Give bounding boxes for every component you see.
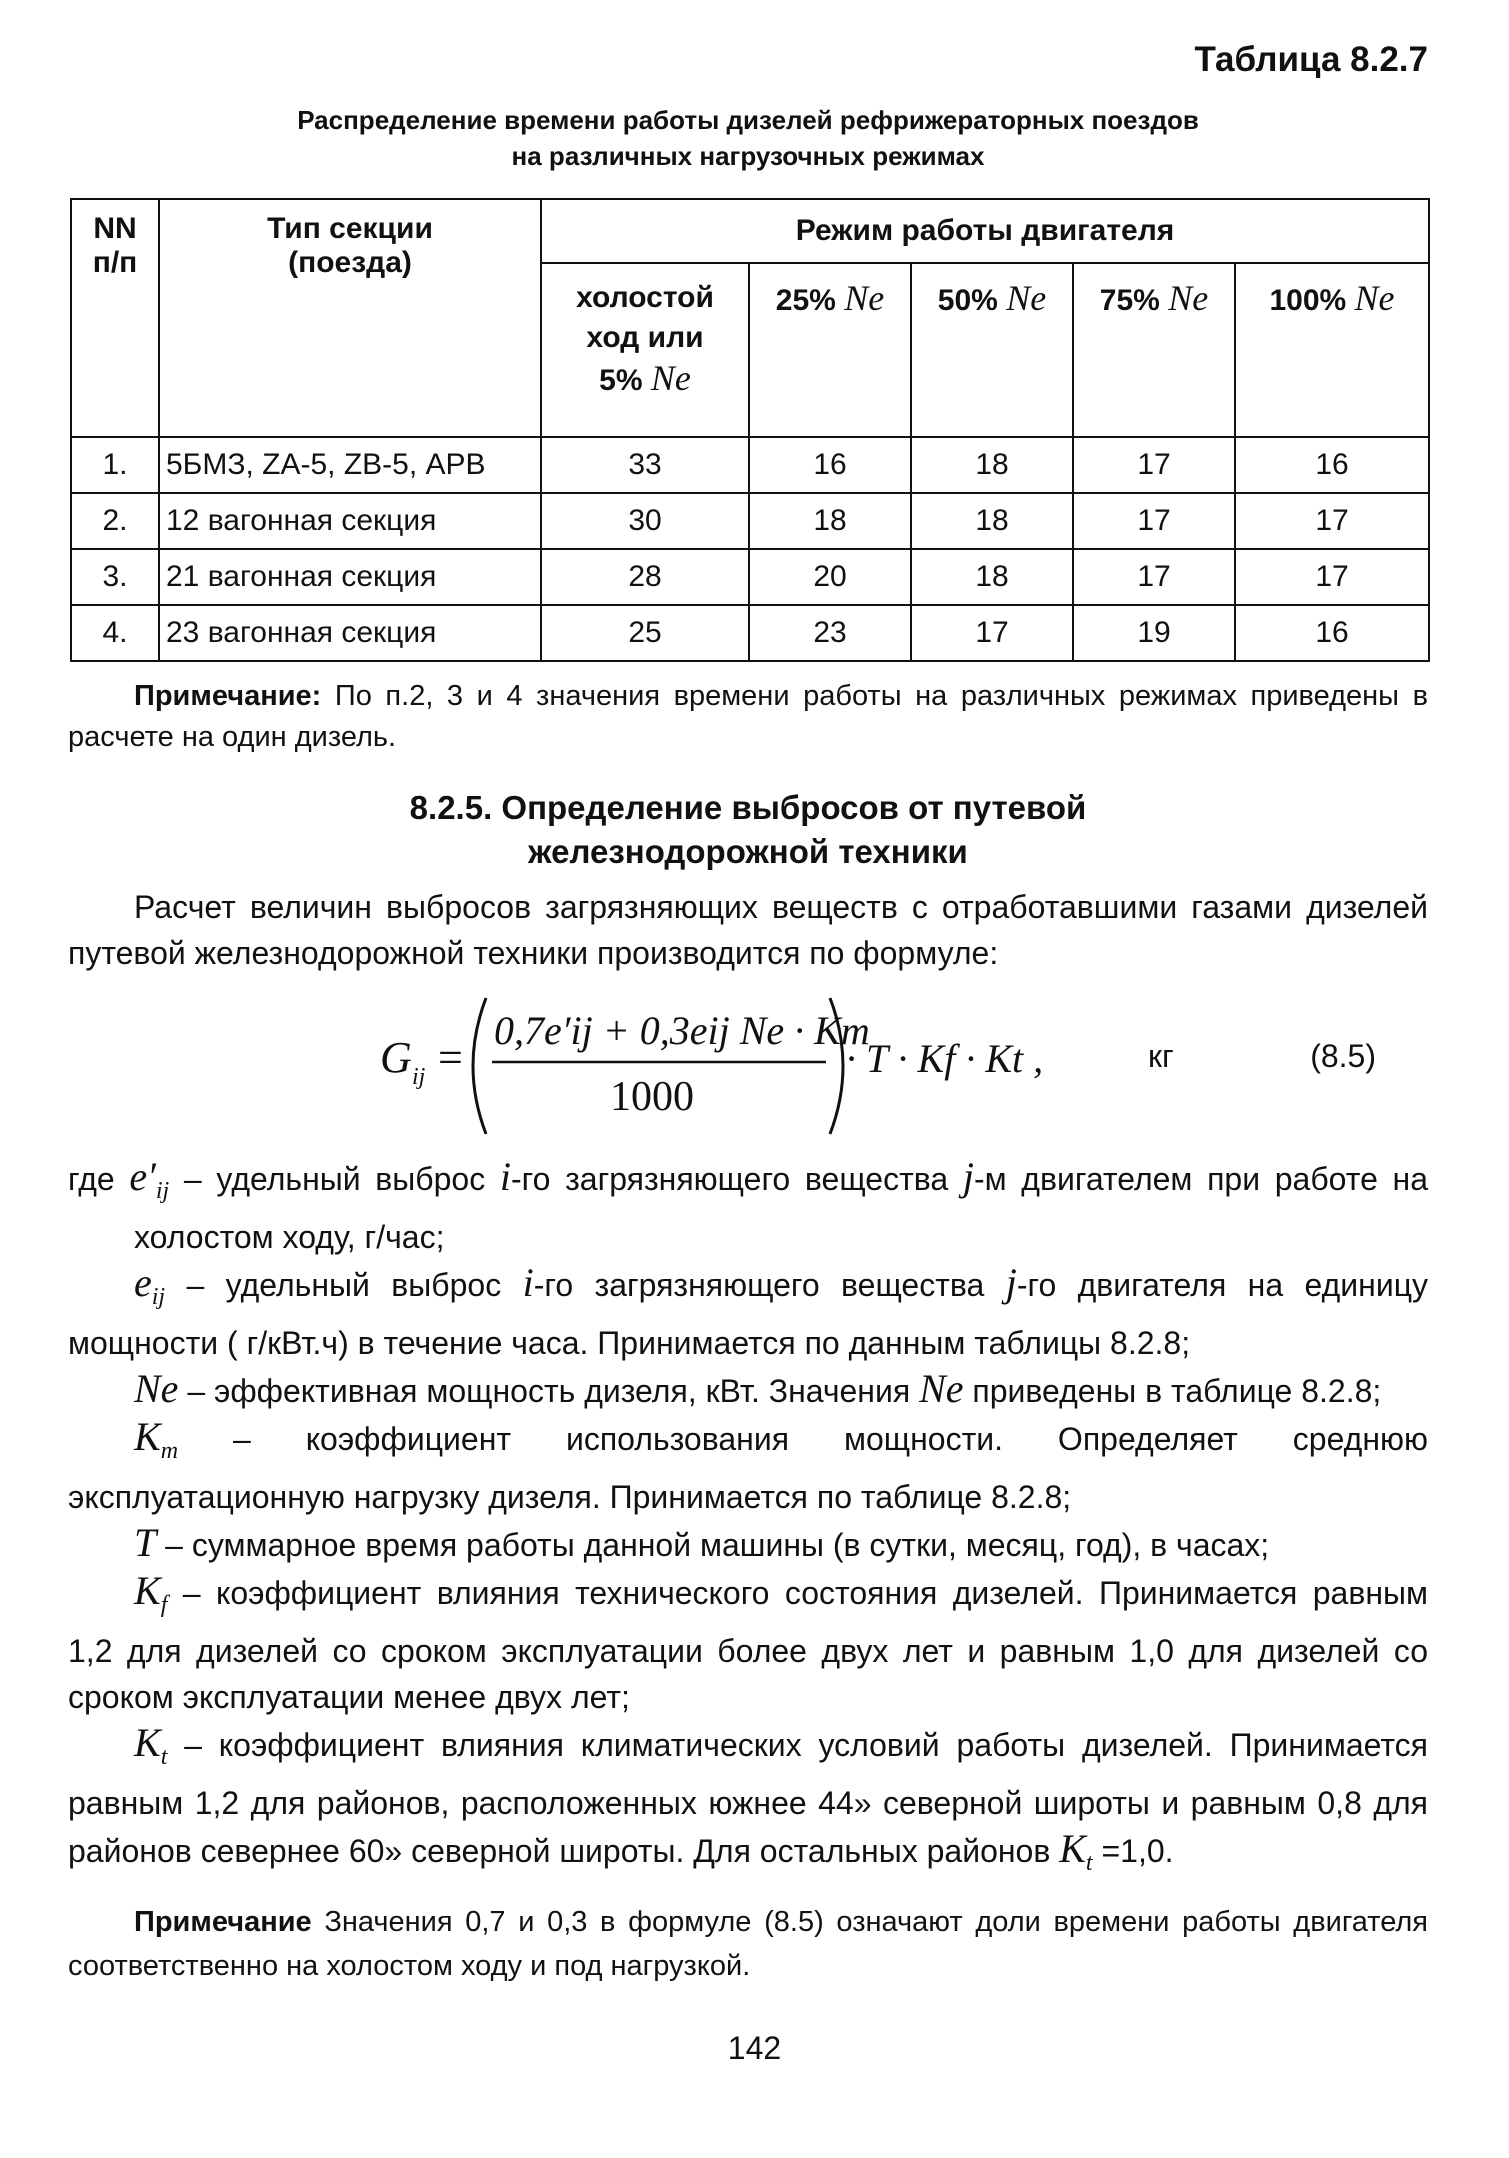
table-row xyxy=(71,493,1429,549)
symbol-kf: K xyxy=(134,1568,161,1613)
cell-50: 18 xyxy=(911,437,1073,493)
cell-idle: 28 xyxy=(541,549,749,605)
def-t: T – суммарное время работы данной машины (в сутки, месяц, год), в часах; xyxy=(134,1520,1270,1565)
formula-denominator: 1000 xyxy=(610,1074,694,1120)
section-title: 8.2.5. Определение выбросов от путевой железнодорожной техники xyxy=(409,789,1087,870)
row-number: 4. xyxy=(71,605,159,661)
formula-lhs: G xyxy=(380,1033,412,1082)
table-header-row xyxy=(71,199,1429,263)
row-number: 1. xyxy=(71,437,159,493)
caption-line-1: Распределение времени работы дизелей рефрижераторных поездов xyxy=(297,105,1199,135)
cell-100: 16 xyxy=(1235,605,1429,661)
row-type: 5БМЗ, ZA-5, ZB-5, АРВ xyxy=(159,437,541,493)
symbol-kt: K xyxy=(134,1720,161,1765)
cell-50: 18 xyxy=(911,493,1073,549)
cell-25: 18 xyxy=(749,493,911,549)
table-row xyxy=(71,437,1429,493)
cell-75: 17 xyxy=(1073,493,1235,549)
cell-75: 19 xyxy=(1073,605,1235,661)
cell-25: 20 xyxy=(749,549,911,605)
page xyxy=(68,40,1428,1988)
cell-75: 17 xyxy=(1073,549,1235,605)
cell-50: 17 xyxy=(911,605,1073,661)
formula-note-label: Примечание xyxy=(134,1906,312,1938)
row-type: 21 вагонная секция xyxy=(159,549,541,605)
header-100: 100% Ne xyxy=(1235,263,1429,437)
header-section-type: Тип секции (поезда) xyxy=(159,199,541,437)
symbol-km: K xyxy=(134,1414,161,1459)
table-caption xyxy=(68,102,1428,174)
cell-25: 23 xyxy=(749,605,911,661)
formula-note xyxy=(68,1900,1428,1988)
row-number: 3. xyxy=(71,549,159,605)
table-note-label: Примечание: xyxy=(134,680,322,712)
page-number: 142 xyxy=(727,2030,782,2066)
formula-number: (8.5) xyxy=(1310,1038,1376,1074)
work-time-table xyxy=(70,198,1430,662)
def-e: $e_{ij}$ – удельный выброс i-го загрязняющего вещества j-го двигателя на единицу мощности ( г/кВт.ч) в течение часа. Принимается по данным таблицы 8.2.8; xyxy=(68,1260,1429,1361)
formula-note-text: Значения 0,7 и 0,3 в формуле (8.5) означают доли времени работы двигателя соответственно на холостом ходу и под нагрузкой. xyxy=(68,1906,1428,1982)
cell-75: 17 xyxy=(1073,437,1235,493)
def-km: $K_m$ – коэффициент использования мощности. Определяет среднюю эксплуатационную нагрузку дизеля. Принимается по таблице 8.2.8; xyxy=(68,1414,1428,1515)
table-number: Таблица 8.2.7 xyxy=(1194,40,1428,79)
formula-tail: · T · Kf · Kt , xyxy=(846,1036,1044,1081)
cell-idle: 30 xyxy=(541,493,749,549)
symbol-e-prime: e′ xyxy=(129,1154,156,1199)
table-row xyxy=(71,605,1429,661)
cell-100: 16 xyxy=(1235,437,1429,493)
header-idle: холостой ход или 5% Ne xyxy=(541,263,749,437)
definitions xyxy=(68,1154,1428,1886)
cell-25: 16 xyxy=(749,437,911,493)
formula-unit: кг xyxy=(1148,1038,1174,1074)
symbol-t: T xyxy=(134,1520,157,1565)
row-number: 2. xyxy=(71,493,159,549)
cell-50: 18 xyxy=(911,549,1073,605)
def-kf: $K_f$ – коэффициент влияния технического состояния дизелей. Принимается равным 1,2 для дизелей со сроком эксплуатации более двух лет и равным 1,0 для дизелей со сроком эксплуатации менее двух лет; xyxy=(68,1568,1428,1715)
formula-numerator: 0,7e′ij + 0,3eij Ne · Km xyxy=(494,1008,870,1053)
def-kt: $K_t$ – коэффициент влияния климатических условий работы дизелей. Принимается равным 1,2 для районов, расположенных южнее 44» северной широты и равным 0,8 для районов севернее 60» северной широты. Для остальных районов $K_t =1,0$. xyxy=(68,1720,1428,1876)
cell-100: 17 xyxy=(1235,493,1429,549)
symbol-e: e xyxy=(134,1260,152,1305)
header-75: 75% Ne xyxy=(1073,263,1235,437)
table-row xyxy=(71,549,1429,605)
def-ne: Ne – эффективная мощность дизеля, кВт. Значения Ne приведены в таблице 8.2.8; xyxy=(134,1366,1382,1411)
intro-paragraph: Расчет величин выбросов загрязняющих веществ с отработавшими газами дизелей путевой железнодорожной техники производится по формуле: xyxy=(68,889,1428,971)
formula-graphic xyxy=(368,986,1044,1146)
def-e-prime: где $e'_{ij}$ – удельный выброс i-го загрязняющего вещества j-м двигателем при работе на холостом ходу, г/час; xyxy=(68,1154,1428,1255)
cell-100: 17 xyxy=(1235,549,1429,605)
cell-idle: 33 xyxy=(541,437,749,493)
header-50: 50% Ne xyxy=(911,263,1073,437)
header-nn: NN п/п xyxy=(71,199,159,437)
formula-left-paren xyxy=(473,998,486,1134)
row-type: 12 вагонная секция xyxy=(159,493,541,549)
formula-8-5 xyxy=(68,986,1428,1146)
header-engine-mode: Режим работы двигателя xyxy=(541,199,1429,263)
formula-lhs-sub: ij xyxy=(412,1064,426,1090)
table-note xyxy=(68,676,1428,758)
header-25: 25% Ne xyxy=(749,263,911,437)
caption-line-2: на различных нагрузочных режимах xyxy=(511,141,985,171)
symbol-ne: Ne xyxy=(134,1366,179,1411)
cell-idle: 25 xyxy=(541,605,749,661)
formula-equals: = xyxy=(438,1033,463,1082)
row-type: 23 вагонная секция xyxy=(159,605,541,661)
table-note-text: По п.2, 3 и 4 значения времени работы на различных режимах приведены в расчете на один дизель. xyxy=(68,680,1428,753)
